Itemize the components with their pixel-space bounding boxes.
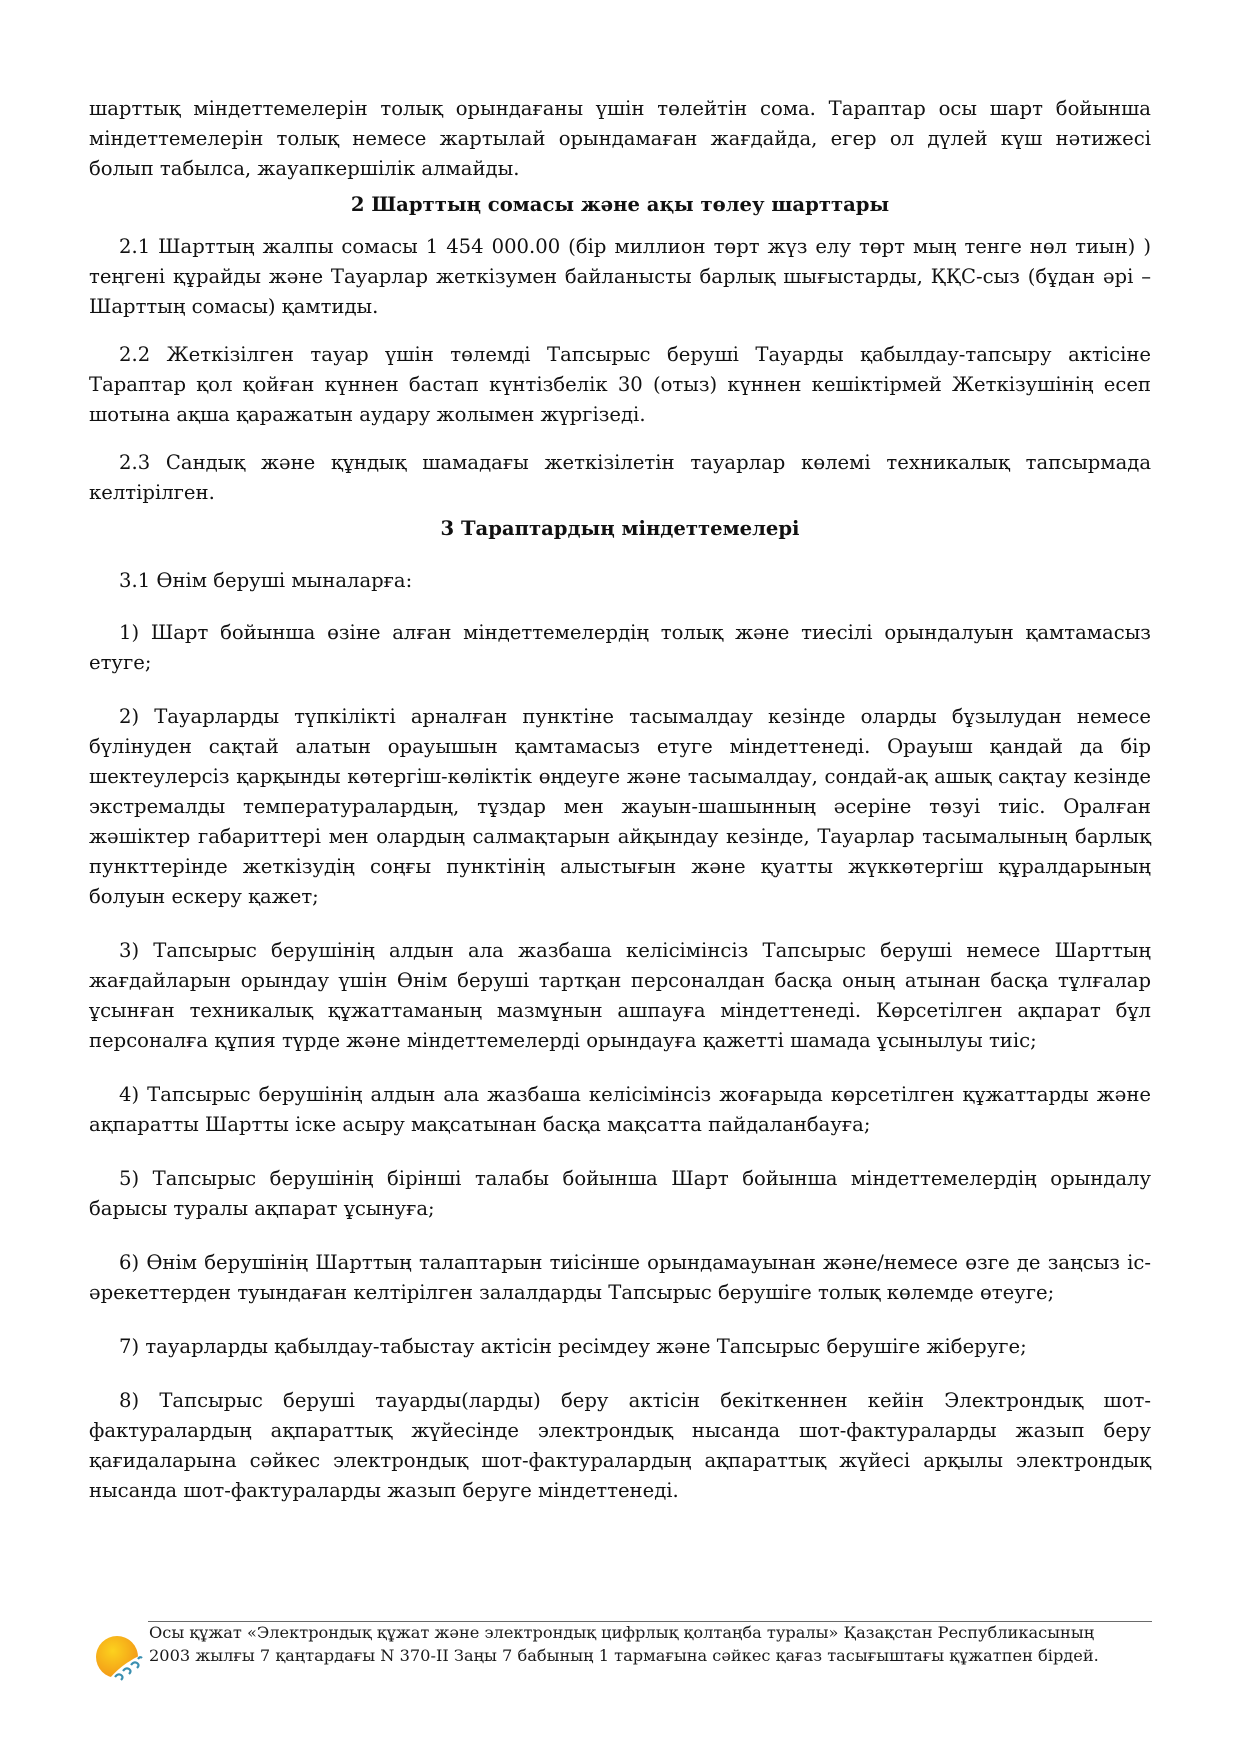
clause-2-2: 2.2 Жеткізілген тауар үшін төлемді Тапсырыс беруші Тауарды қабылдау-тапсыру актісіне Тараптар қол қойған күннен бастап күнтізбелік 30 (отыз) күннен кешіктірмей Жеткізушінің есеп шотына ақша қаражатын аудару жолымен жүргізеді.	[89, 343, 1151, 426]
clause-2-1: 2.1 Шарттың жалпы сомасы 1 454 000.00 (бір миллион төрт жүз елу төрт мың тенге нөл тиын) ) теңгені құрайды және Тауарлар жеткізумен байланысты барлық шығыстарды, ҚҚС-сыз (бұдан әрі – Шарттың сомасы) қамтиды.	[89, 235, 1151, 318]
obligation-item-2: 2) Тауарларды түпкілікті арналған пунктіне тасымалдау кезінде оларды бұзылудан немесе бүлінуден сақтай алатын орауышын қамтамасыз етуге міндеттенеді. Орауыш қандай да бір шектеулерсіз қарқынды көтергіш-көліктік өңдеуге және тасымалдау, сондай-ақ ашық сақтау кезінде экстремалды температуралардың, тұздар мен жауын-шашынның әсеріне төзуі тиіс. Оралған жәшіктер габариттері мен олардың салмақтарын айқындау кезінде, Тауарлар тасымалының барлық пункттерінде жеткізудің соңғы пунктінің алыстығын және қуатты жүккөтергіш құралдарының болуын ескеру қажет;	[89, 705, 1151, 908]
legal-disclaimer-text: Осы құжат «Электрондық құжат және электрондық цифрлық қолтаңба туралы» Қазақстан Республикасының 2003 жылғы 7 қаңтардағы N 370-II Заңы 7 бабының 1 тармағына сәйкес қағаз тасығыштағы құжатпен бірдей.	[149, 1623, 1099, 1665]
clause-2-3: 2.3 Сандық және құндық шамадағы жеткізілетін тауарлар көлемі техникалық тапсырмада келтірілген.	[89, 451, 1151, 504]
document-page	[89, 94, 1151, 1506]
section-3-heading: 3 Тараптардың міндеттемелері	[440, 517, 800, 540]
obligation-item-5: 5) Тапсырыс берушінің бірінші талабы бойынша Шарт бойынша міндеттемелердің орындалу барысы туралы ақпарат ұсынуға;	[89, 1167, 1151, 1220]
obligation-item-8: 8) Тапсырыс беруші тауарды(ларды) беру актісін бекіткеннен кейін Электрондық шот-фактуралардың ақпараттық жүйесінде электрондық нысанда шот-фактураларды жазып беру қағидаларына сәйкес электрондық шот-фактуралардың ақпараттық жүйесі арқылы электрондық нысанда шот-фактураларды жазып беруге міндеттенеді.	[89, 1389, 1151, 1502]
obligation-item-7: 7) тауарларды қабылдау-табыстау актісін ресімдеу және Тапсырыс берушіге жіберуге;	[119, 1335, 1027, 1358]
clause-3-1-intro: 3.1 Өнім беруші мыналарға:	[119, 569, 413, 592]
footer	[89, 1620, 1151, 1700]
obligation-item-3: 3) Тапсырыс берушінің алдын ала жазбаша келісімінсіз Тапсырыс беруші немесе Шарттың жағдайларын орындау үшін Өнім беруші тартқан персоналдан басқа оның атынан басқа тұлғалар ұсынған техникалық құжаттаманың мазмұнын ашпауға міндеттенеді. Көрсетілген ақпарат бұл персоналға құпия түрде және міндеттемелерді орындауға қажетті шамада ұсынылуы тиіс;	[89, 939, 1151, 1052]
section-2-heading: 2 Шарттың сомасы және ақы төлеу шарттары	[350, 193, 890, 216]
egov-sun-logo-icon	[95, 1633, 143, 1681]
obligation-item-1: 1) Шарт бойынша өзіне алған міндеттемелердің толық және тиесілі орындалуын қамтамасыз етуге;	[89, 621, 1151, 674]
intro-paragraph: шарттық міндеттемелерін толық орындағаны үшін төлейтін сома. Тараптар осы шарт бойынша міндеттемелерін толық немесе жартылай орындамаған жағдайда, егер ол дүлей күш нәтижесі болып табылса, жауапкершілік алмайды.	[89, 97, 1151, 180]
obligation-item-6: 6) Өнім берушінің Шарттың талаптарын тиісінше орындамауынан және/немесе өзге де заңсыз іс-әрекеттерден туындаған келтірілген залалдарды Тапсырыс берушіге толық көлемде өтеуге;	[89, 1251, 1151, 1304]
obligation-item-4: 4) Тапсырыс берушінің алдын ала жазбаша келісімінсіз жоғарыда көрсетілген құжаттарды және ақпаратты Шартты іске асыру мақсатынан басқа мақсатта пайдаланбауға;	[89, 1083, 1151, 1136]
